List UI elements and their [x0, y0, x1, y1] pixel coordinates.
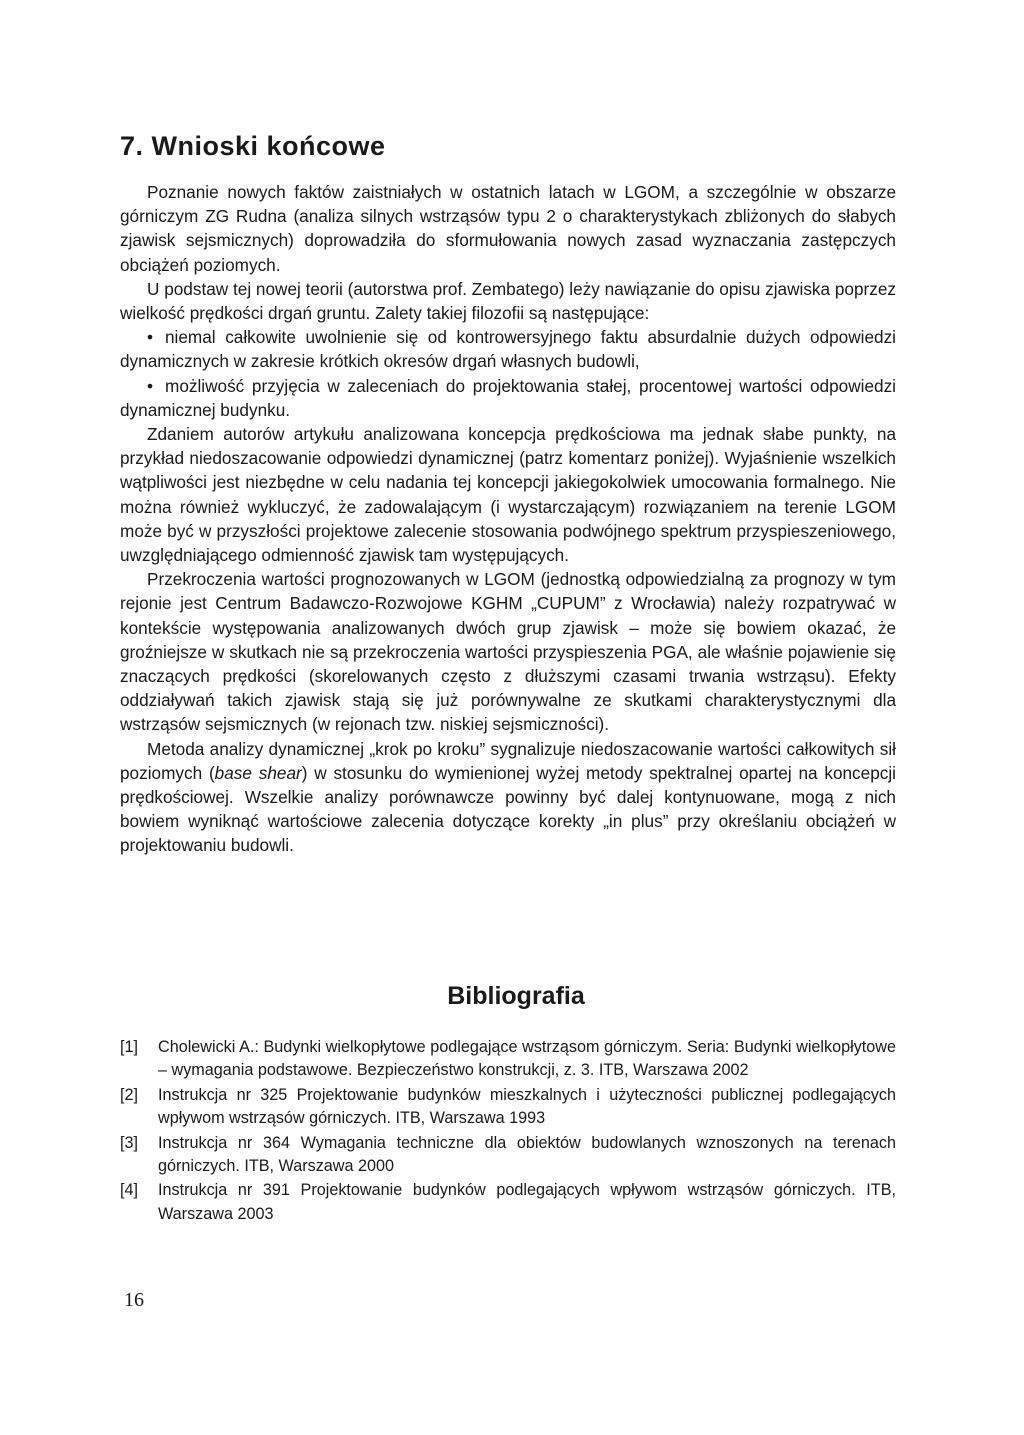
- paragraph: Zdaniem autorów artykułu analizowana koncepcja prędkościowa ma jednak słabe punkty, na przykład niedoszacowanie odpowiedzi dynamicznej (patrz komentarz poniżej). Wyjaśnienie wszelkich wątpliwości jest niezbędne w celu nadania tej koncepcji jakiegokolwiek umocowania formalnego. Nie można również wykluczyć, że zadowalającym (i wystarczającym) rozwiązaniem na terenie LGOM może być w przyszłości projektowe zalecenie stosowania podwójnego spektrum przyspieszeniowego, uwzględniającego odmienność zjawisk tam występujących.: [120, 424, 896, 566]
- bullet-item: [120, 374, 896, 422]
- section-body: [120, 180, 896, 858]
- bibliography-text: Instrukcja nr 325 Projektowanie budynków mieszkalnych i użyteczności publicznej podlegających wpływom wstrząsów górniczych. ITB, Warszawa 1993: [158, 1085, 896, 1128]
- paragraph: U podstaw tej nowej teorii (autorstwa prof. Zembatego) leży nawiązanie do opisu zjawiska poprzez wielkość prędkości drgań gruntu. Zalety takiej filozofii są następujące:: [120, 278, 896, 324]
- bullet-icon: •: [147, 327, 154, 348]
- paragraph: Przekroczenia wartości prognozowanych w LGOM (jednostką odpowiedzialną za prognozy w tym rejonie jest Centrum Badawczo-Rozwojowe KGHM „CUPUM” z Wrocławia) należy rozpatrywać w kontekście występowania analizowanych dwóch grup zjawisk – może się bowiem okazać, że groźniejsze w skutkach nie są przekroczenia wartości przyspieszenia PGA, ale właśnie pojawienie się znaczących prędkości (skorelowanych często z dłuższymi czasami trwania wstrząsu). Efekty oddziaływań takich zjawisk stają się już porównywalne ze skutkami charakterystycznymi dla wstrząsów sejsmicznych (w rejonach tzw. niskiej sejsmiczności).: [120, 569, 896, 735]
- bibliography-item: [120, 1179, 896, 1226]
- bibliography-number: [4]: [120, 1181, 138, 1200]
- section-title: 7. Wnioski końcowe: [120, 131, 386, 161]
- bibliography-number: [2]: [120, 1085, 138, 1104]
- bibliography-list: [120, 1036, 896, 1227]
- paragraph: [120, 737, 896, 858]
- bibliography-number: [3]: [120, 1133, 138, 1152]
- bibliography-text: Instrukcja nr 364 Wymagania techniczne dla obiektów budowlanych wznoszonych na terenach górniczych. ITB, Warszawa 2000: [158, 1133, 896, 1176]
- bibliography-item: [120, 1036, 896, 1083]
- bullet-text: niemal całkowite uwolnienie się od kontrowersyjnego faktu absurdalnie dużych odpowiedzi dynamicznych w zakresie krótkich okresów drgań własnych budowli,: [120, 327, 896, 372]
- bibliography-item: [120, 1084, 896, 1131]
- bibliography-title: Bibliografia: [447, 982, 585, 1010]
- paragraph: Poznanie nowych faktów zaistniałych w ostatnich latach w LGOM, a szczególnie w obszarze górniczym ZG Rudna (analiza silnych wstrząsów typu 2 o charakterystykach zbliżonych do słabych zjawisk sejsmicznych) doprowadziła do sformułowania nowych zasad wyznaczania zastępczych obciążeń poziomych.: [120, 182, 896, 275]
- bullet-text: możliwość przyjęcia w zaleceniach do projektowania stałej, procentowej wartości odpowiedzi dynamicznej budynku.: [120, 375, 896, 420]
- bibliography-text: Instrukcja nr 391 Projektowanie budynków podlegających wpływom wstrząsów górniczych. ITB, Warszawa 2003: [158, 1181, 896, 1223]
- bibliography-text: Cholewicki A.: Budynki wielkopłytowe podlegające wstrząsom górniczym. Seria: Budynki wielkopłytowe – wymagania podstawowe. Bezpieczeństwo konstrukcji, z. 3. ITB, Warszawa 2002: [158, 1038, 896, 1080]
- italic-term: base shear: [214, 762, 302, 783]
- bibliography-number: [1]: [120, 1038, 138, 1056]
- page-number: 16: [124, 1289, 144, 1311]
- bibliography-item: [120, 1132, 896, 1179]
- bullet-item: [120, 325, 896, 373]
- bullet-icon: •: [147, 375, 154, 396]
- paragraph-text: Metoda analizy dynamicznej „krok po kroku” sygnalizuje niedoszacowanie wartości całkowitych sił poziomych (: [120, 738, 896, 783]
- paragraph-text: ) w stosunku do wymienionej wyżej metody spektralnej opartej na koncepcji prędkościowej. Wszelkie analizy porównawcze powinny być dalej kontynuowane, mogą z nich bowiem wyniknąć wartościowe zalecenia dotyczące korekty „in plus” przy określaniu obciążeń w projektowaniu budowli.: [120, 762, 897, 856]
